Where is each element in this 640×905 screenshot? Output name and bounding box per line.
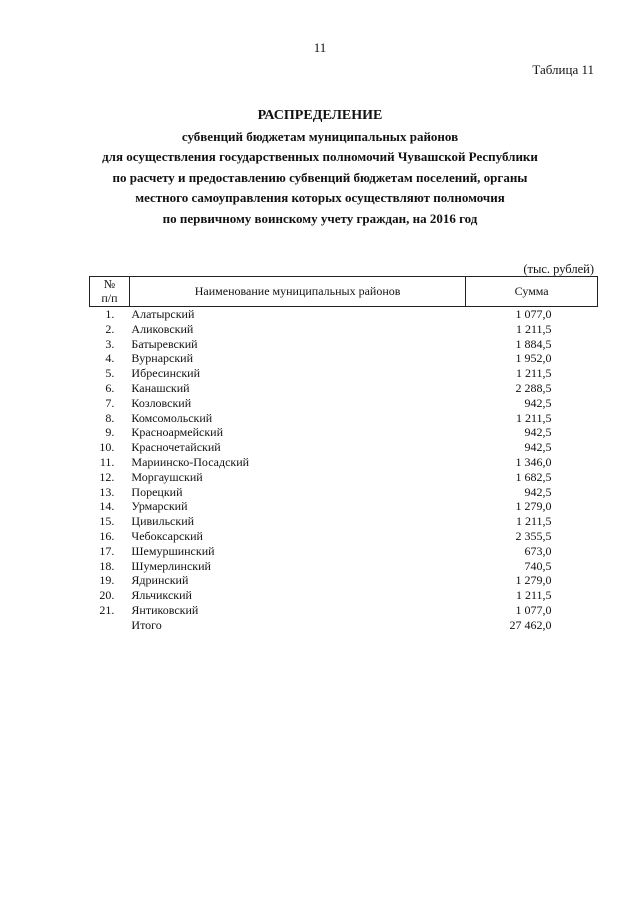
table-row xyxy=(90,514,598,529)
table-row xyxy=(90,411,598,426)
row-number: 1. xyxy=(105,307,115,321)
district-name: Порецкий xyxy=(131,484,183,499)
total-sum: 27 462,0 xyxy=(509,617,552,632)
table-row xyxy=(90,440,598,455)
district-name: Шемуршинский xyxy=(131,543,215,558)
table-row xyxy=(90,573,598,588)
table-header-row xyxy=(90,277,598,307)
table-row xyxy=(90,588,598,603)
title-line: для осуществления государственных полномочий Чувашской Республики xyxy=(102,149,538,165)
district-name: Цивильский xyxy=(131,514,195,529)
units-note: (тыс. рублей) xyxy=(523,262,594,276)
row-sum: 1 077,0 xyxy=(515,602,552,617)
row-sum: 1 952,0 xyxy=(515,351,552,366)
row-sum: 1 211,5 xyxy=(515,366,552,381)
row-sum: 1 211,5 xyxy=(515,588,552,603)
row-number: 17. xyxy=(99,543,115,558)
row-sum: 673,0 xyxy=(524,543,552,558)
district-name: Батыревский xyxy=(131,336,198,351)
table-row xyxy=(90,381,598,396)
district-name: Яльчикский xyxy=(131,588,192,603)
total-label: Итого xyxy=(131,617,162,632)
row-number: 16. xyxy=(99,528,115,543)
table-row xyxy=(90,603,598,618)
row-sum: 1 211,5 xyxy=(515,321,552,336)
table-row xyxy=(90,337,598,352)
table-body xyxy=(90,307,598,633)
row-sum: 740,5 xyxy=(524,558,552,573)
page-number: 11 xyxy=(313,40,327,55)
row-number: 7. xyxy=(105,395,115,410)
district-name: Вурнарский xyxy=(131,351,194,366)
district-name: Козловский xyxy=(131,395,192,410)
table-row xyxy=(90,485,598,500)
row-sum: 1 884,5 xyxy=(515,336,552,351)
row-number: 2. xyxy=(105,321,115,336)
header-number-line2: п/п xyxy=(101,290,118,305)
row-number: 19. xyxy=(99,573,115,588)
table-row xyxy=(90,559,598,574)
row-sum: 2 288,5 xyxy=(515,380,552,395)
row-sum: 1 682,5 xyxy=(515,469,552,484)
row-sum: 942,5 xyxy=(524,484,552,499)
district-name: Моргаушский xyxy=(131,469,203,484)
document-title xyxy=(40,106,600,230)
table-label: Таблица 11 xyxy=(532,62,594,77)
row-number: 12. xyxy=(99,469,115,484)
table-row xyxy=(90,322,598,337)
row-number: 8. xyxy=(105,410,115,425)
district-name: Янтиковский xyxy=(131,602,199,617)
header-number xyxy=(90,277,130,307)
row-number: 11. xyxy=(99,454,115,469)
row-number: 9. xyxy=(105,425,115,440)
row-number: 20. xyxy=(99,588,115,603)
row-number: 14. xyxy=(99,499,115,514)
row-sum: 942,5 xyxy=(524,440,552,455)
table-row xyxy=(90,425,598,440)
row-number: 15. xyxy=(99,514,115,529)
table-row xyxy=(90,351,598,366)
row-number: 4. xyxy=(105,351,115,366)
title-line: по первичному воинскому учету граждан, на 2016 год xyxy=(162,210,478,226)
title-line: местного самоуправления которых осуществляют полномочия xyxy=(135,190,505,206)
district-name: Алатырский xyxy=(131,307,195,321)
title-main: РАСПРЕДЕЛЕНИЕ xyxy=(257,108,383,123)
table-row xyxy=(90,529,598,544)
row-sum: 2 355,5 xyxy=(515,528,552,543)
header-number-line1: № xyxy=(103,277,116,291)
row-sum: 942,5 xyxy=(524,425,552,440)
district-name: Ибресинский xyxy=(131,366,200,381)
table-row xyxy=(90,499,598,514)
district-name: Красноармейский xyxy=(131,425,223,440)
row-sum: 1 077,0 xyxy=(515,307,552,321)
title-line: субвенций бюджетам муниципальных районов xyxy=(181,128,459,144)
table-row xyxy=(90,544,598,559)
row-number: 5. xyxy=(105,366,115,381)
row-sum: 1 211,5 xyxy=(515,410,552,425)
table-row xyxy=(90,307,598,322)
district-name: Красночетайский xyxy=(131,440,221,455)
table-row xyxy=(90,470,598,485)
row-sum: 1 211,5 xyxy=(515,514,552,529)
district-name: Урмарский xyxy=(131,499,188,514)
row-number: 6. xyxy=(105,380,115,395)
district-name: Канашский xyxy=(131,380,190,395)
total-number xyxy=(90,618,130,633)
district-name: Комсомольский xyxy=(131,410,213,425)
district-name: Аликовский xyxy=(131,321,194,336)
header-sum: Сумма xyxy=(466,277,598,307)
total-row xyxy=(90,618,598,633)
row-number: 13. xyxy=(99,484,115,499)
row-number: 10. xyxy=(99,440,115,455)
table-row xyxy=(90,366,598,381)
table-row xyxy=(90,396,598,411)
district-name: Ядринский xyxy=(131,573,189,588)
row-sum: 1 279,0 xyxy=(515,573,552,588)
row-number: 21. xyxy=(99,602,115,617)
district-name: Шумерлинский xyxy=(131,558,211,573)
row-sum: 1 279,0 xyxy=(515,499,552,514)
row-number: 3. xyxy=(105,336,115,351)
district-name: Чебоксарский xyxy=(131,528,203,543)
distribution-table xyxy=(89,276,598,633)
table-row xyxy=(90,455,598,470)
row-number: 18. xyxy=(99,558,115,573)
district-name: Мариинско-Посадский xyxy=(131,454,250,469)
row-sum: 1 346,0 xyxy=(515,454,552,469)
row-sum: 942,5 xyxy=(524,395,552,410)
title-line: по расчету и предоставлению субвенций бюджетам поселений, органы xyxy=(112,169,528,185)
header-district-name: Наименование муниципальных районов xyxy=(129,277,465,307)
